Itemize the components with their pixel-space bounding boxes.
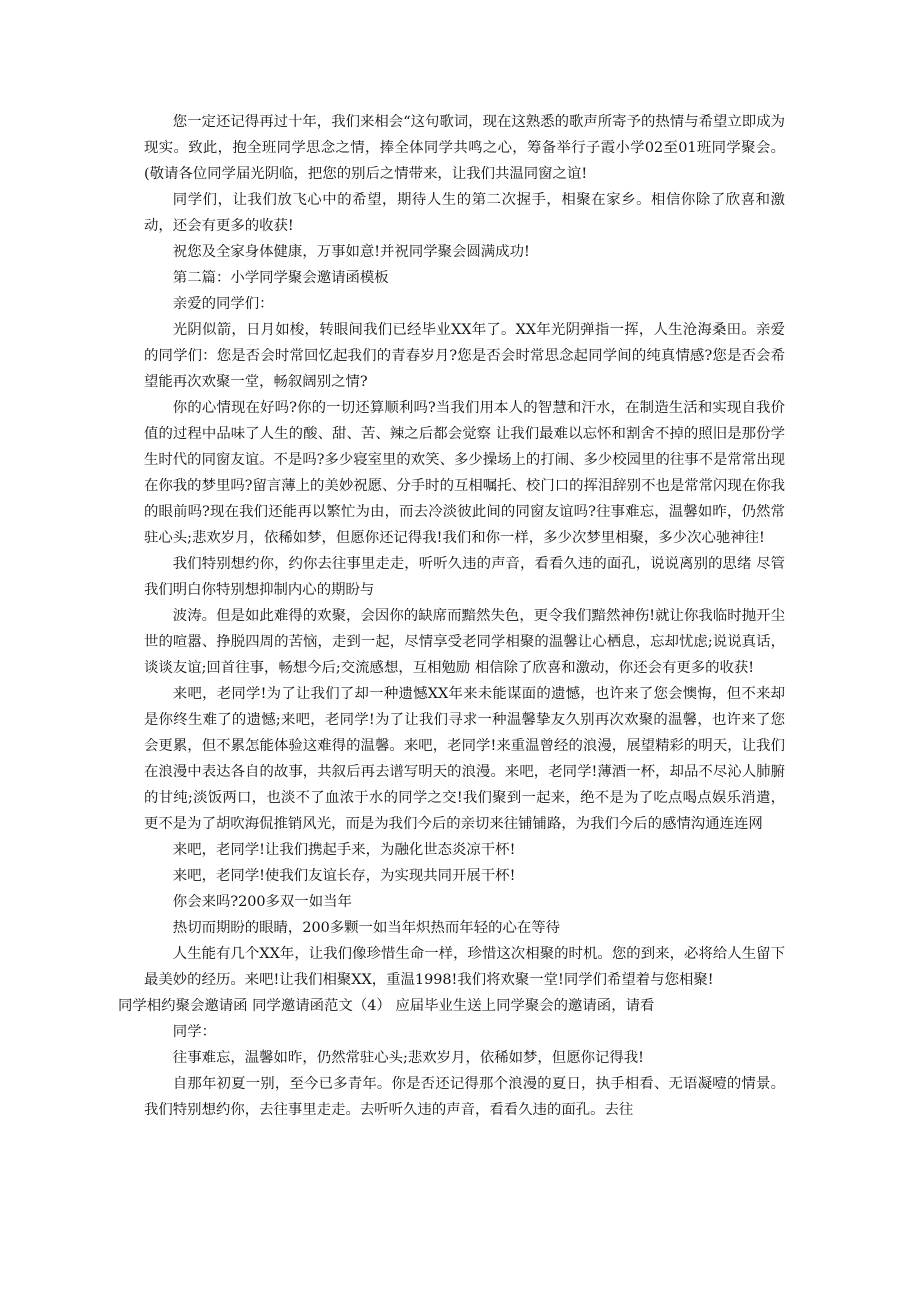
paragraph-3: 祝您及全家身体健康，万事如意!并祝同学聚会圆满成功! <box>172 244 530 260</box>
paragraph-8: 我们特别想约你，约你去往事里走走，听听久违的声音，看看久违的面孔，说说离别的思绪 尽管我们明白你特别想抑制内心的期盼与 <box>144 556 785 598</box>
paragraph-18: 往事难忘，温馨如昨，仍然常驻心头;悲欢岁月，依稀如梦，但愿你记得我! <box>172 1050 644 1066</box>
section-heading: 第二篇：小学同学聚会邀请函模板 <box>172 270 389 286</box>
paragraph-10: 来吧，老同学!为了让我们了却一种遗憾XX年来未能谋面的遗憾，也许来了您会懊悔，但不来却是你终生难了的遗憾;来吧，老同学!为了让我们寻求一种温馨挚友久别再次欢聚的温馨，也许来了您会更累，但不累怎能体验这难得的温馨。来吧，老同学!来重温曾经的浪漫，展望精彩的明天，让我们在浪漫中表达各自的故事，共叙后再去谱写明天的浪漫。来吧，老同学!薄酒一杯，却品不尽沁人肺腑的甘纯;淡饭两口，也淡不了血浓于水的同学之交!我们聚到一起来，绝不是为了吃点喝点娱乐消遣，更不是为了胡吹海侃推销风光，而是为我们今后的亲切来往铺铺路，为我们今后的感情沟通连连网 <box>144 686 785 832</box>
paragraph-1: 您一定还记得再过十年，我们来相会“这句歌词，现在这熟悉的歌声所寄予的热情与希望立即成为现实。致此，抱全班同学思念之情，捧全体同学共鸣之心，筹备举行子霞小学02至01班同学聚会。(敬请各位同学届光阴临，把您的别后之情带来，让我们共温同窗之谊! <box>144 114 785 182</box>
paragraph-15: 人生能有几个XX年，让我们像珍惜生命一样，珍惜这次相聚的时机。您的到来，必将给人生留下最美妙的经历。来吧!让我们相聚XX，重温1998!我们将欢聚一堂!同学们希望着与您相聚! <box>144 946 785 988</box>
paragraph-12: 来吧，老同学!使我们友谊长存，为实现共同开展干杯! <box>172 868 516 884</box>
salutation: 亲爱的同学们： <box>172 296 274 312</box>
document-page <box>118 109 785 1123</box>
paragraph-2: 同学们，让我们放飞心中的希望，期待人生的第二次握手，相聚在家乡。相信你除了欣喜和激动，还会有更多的收获! <box>144 192 785 234</box>
article-title-line: 同学相约聚会邀请函 同学邀请函范文（4） 应届毕业生送上同学聚会的邀请函，请看 <box>118 998 655 1014</box>
paragraph-7: 你的心情现在好吗?你的一切还算顺利吗?当我们用本人的智慧和汗水，在制造生活和实现自我价值的过程中品味了人生的酸、甜、苦、辣之后都会觉察 让我们最难以忘怀和割舍不掉的照旧是那份学生时代的同窗友谊。不是吗?多少寝室里的欢笑、多少操场上的打闹、多少校园里的往事不是常常出现在你我的梦里吗?留言薄上的美妙祝愿、分手时的互相嘱托、校门口的挥泪辞别不也是常常闪现在你我的眼前吗?现在我们还能再以繁忙为由，而去冷淡彼此间的同窗友谊吗?往事难忘，温馨如昨，仍然常驻心头;悲欢岁月，依稀如梦，但愿你还记得我!我们和你一样，多少次梦里相聚，多少次心驰神往! <box>144 400 785 546</box>
paragraph-11: 来吧，老同学!让我们携起手来，为融化世态炎凉干杯! <box>172 842 516 858</box>
paragraph-13: 你会来吗?200多双一如当年 <box>172 894 352 910</box>
paragraph-6: 光阴似箭，日月如梭，转眼间我们已经毕业XX年了。XX年光阴弹指一挥，人生沧海桑田。亲爱的同学们：您是否会时常回忆起我们的青春岁月?您是否会时常思念起同学间的纯真情感?您是否会希望能再次欢聚一堂，畅叙阔别之情? <box>144 322 785 390</box>
paragraph-14: 热切而期盼的眼睛，200多颗一如当年炽热而年轻的心在等待 <box>172 920 561 936</box>
salutation-2: 同学： <box>172 1024 216 1040</box>
paragraph-9: 波涛。但是如此难得的欢聚，会因你的缺席而黯然失色，更令我们黯然神伤!就让你我临时抛开尘世的喧嚣、挣脱四周的苦恼，走到一起，尽情享受老同学相聚的温馨让心栖息，忘却忧虑;说说真话，谈谈友谊;回首往事，畅想今后;交流感想，互相勉励 相信除了欣喜和激动，你还会有更多的收获! <box>144 608 785 676</box>
paragraph-19: 自那年初夏一别，至今已多青年。你是否还记得那个浪漫的夏日，执手相看、无语凝噎的情景。 我们特别想约你，去往事里走走。去听听久违的声音，看看久违的面孔。去往 <box>144 1076 785 1118</box>
